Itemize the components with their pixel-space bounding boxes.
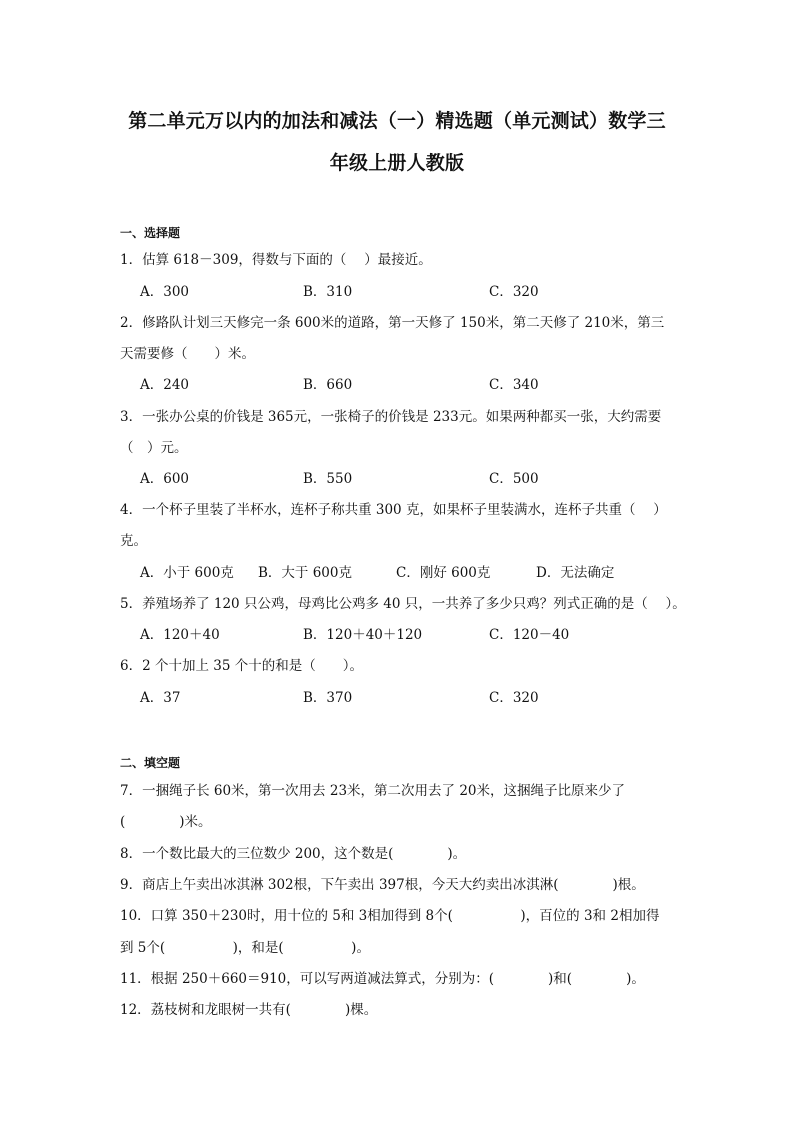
question-2-text-line-1: 2．修路队计划三天修完一条 600米的道路，第一天修了 150米，第二天修了 210米，第三 [120,315,665,331]
question-5-option-c: C．120－40 [489,627,570,643]
question-2-option-c: C．340 [489,377,539,393]
question-5-option-b: B．120＋40＋120 [303,627,423,643]
question-8-text: 8．一个数比最大的三位数少 200，这个数是( )。 [120,846,467,862]
question-4-text-line-2: 克。 [120,533,147,549]
question-12-text: 12．荔枝树和龙眼树一共有( )棵。 [120,1002,378,1018]
question-4-option-c: C．刚好 600克 [396,565,491,581]
question-3-option-b: B．550 [303,471,353,487]
question-1-text: 1．估算 618－309，得数与下面的（ ）最接近。 [120,252,432,268]
section-heading-fill-in: 二、填空题 [120,756,181,770]
question-3-text-line-2: （ ）元。 [120,440,188,456]
page-title-line-2: 年级上册人教版 [329,152,465,174]
question-6-option-b: B．370 [303,690,353,706]
question-4-text-line-1: 4．一个杯子里装了半杯水，连杯子称共重 300 克，如果杯子里装满水，连杯子共重（ ） [120,502,667,518]
question-1-option-b: B．310 [303,284,353,300]
question-2-text-line-2: 天需要修（ ）米。 [120,346,255,362]
question-6-text: 6．2 个十加上 35 个十的和是（ ）。 [120,658,363,674]
question-4-option-a: A．小于 600克 [140,565,234,581]
question-7-text-line-1: 7．一捆绳子长 60米，第一次用去 23米，第二次用去了 20米，这捆绳子比原来少了 [120,783,625,799]
question-1-option-a: A．300 [140,284,190,300]
section-heading-choice: 一、选择题 [120,226,181,240]
question-2-option-a: A．240 [140,377,190,393]
question-3-option-c: C．500 [489,471,539,487]
question-5-text: 5．养殖场养了 120 只公鸡，母鸡比公鸡多 40 只，一共养了多少只鸡？列式正确的是（ ）。 [120,596,686,612]
question-2-option-b: B．660 [303,377,353,393]
question-4-option-b: B．大于 600克 [258,565,352,581]
question-10-text-line-1: 10．口算 350＋230时，用十位的 5和 3相加得到 8个( )，百位的 3和 2相加得 [120,908,660,924]
question-6-option-a: A．37 [140,690,181,706]
question-11-text: 11．根据 250＋660＝910，可以写两道减法算式，分别为：( )和( )。 [120,971,645,987]
question-1-option-c: C．320 [489,284,539,300]
question-10-text-line-2: 到 5个( )，和是( )。 [120,940,370,956]
page-title-line-1: 第二单元万以内的加法和减法（一）精选题（单元测试）数学三 [128,110,666,132]
question-5-option-a: A．120＋40 [140,627,220,643]
question-6-option-c: C．320 [489,690,539,706]
question-3-option-a: A．600 [140,471,190,487]
question-7-text-line-2: ( )米。 [120,814,212,830]
question-3-text-line-1: 3．一张办公桌的价钱是 365元，一张椅子的价钱是 233元。如果两种都买一张，大约需要 [120,409,662,425]
question-9-text: 9．商店上午卖出冰淇淋 302根，下午卖出 397根，今天大约卖出冰淇淋( )根。 [120,877,645,893]
question-4-option-d: D．无法确定 [536,565,615,581]
